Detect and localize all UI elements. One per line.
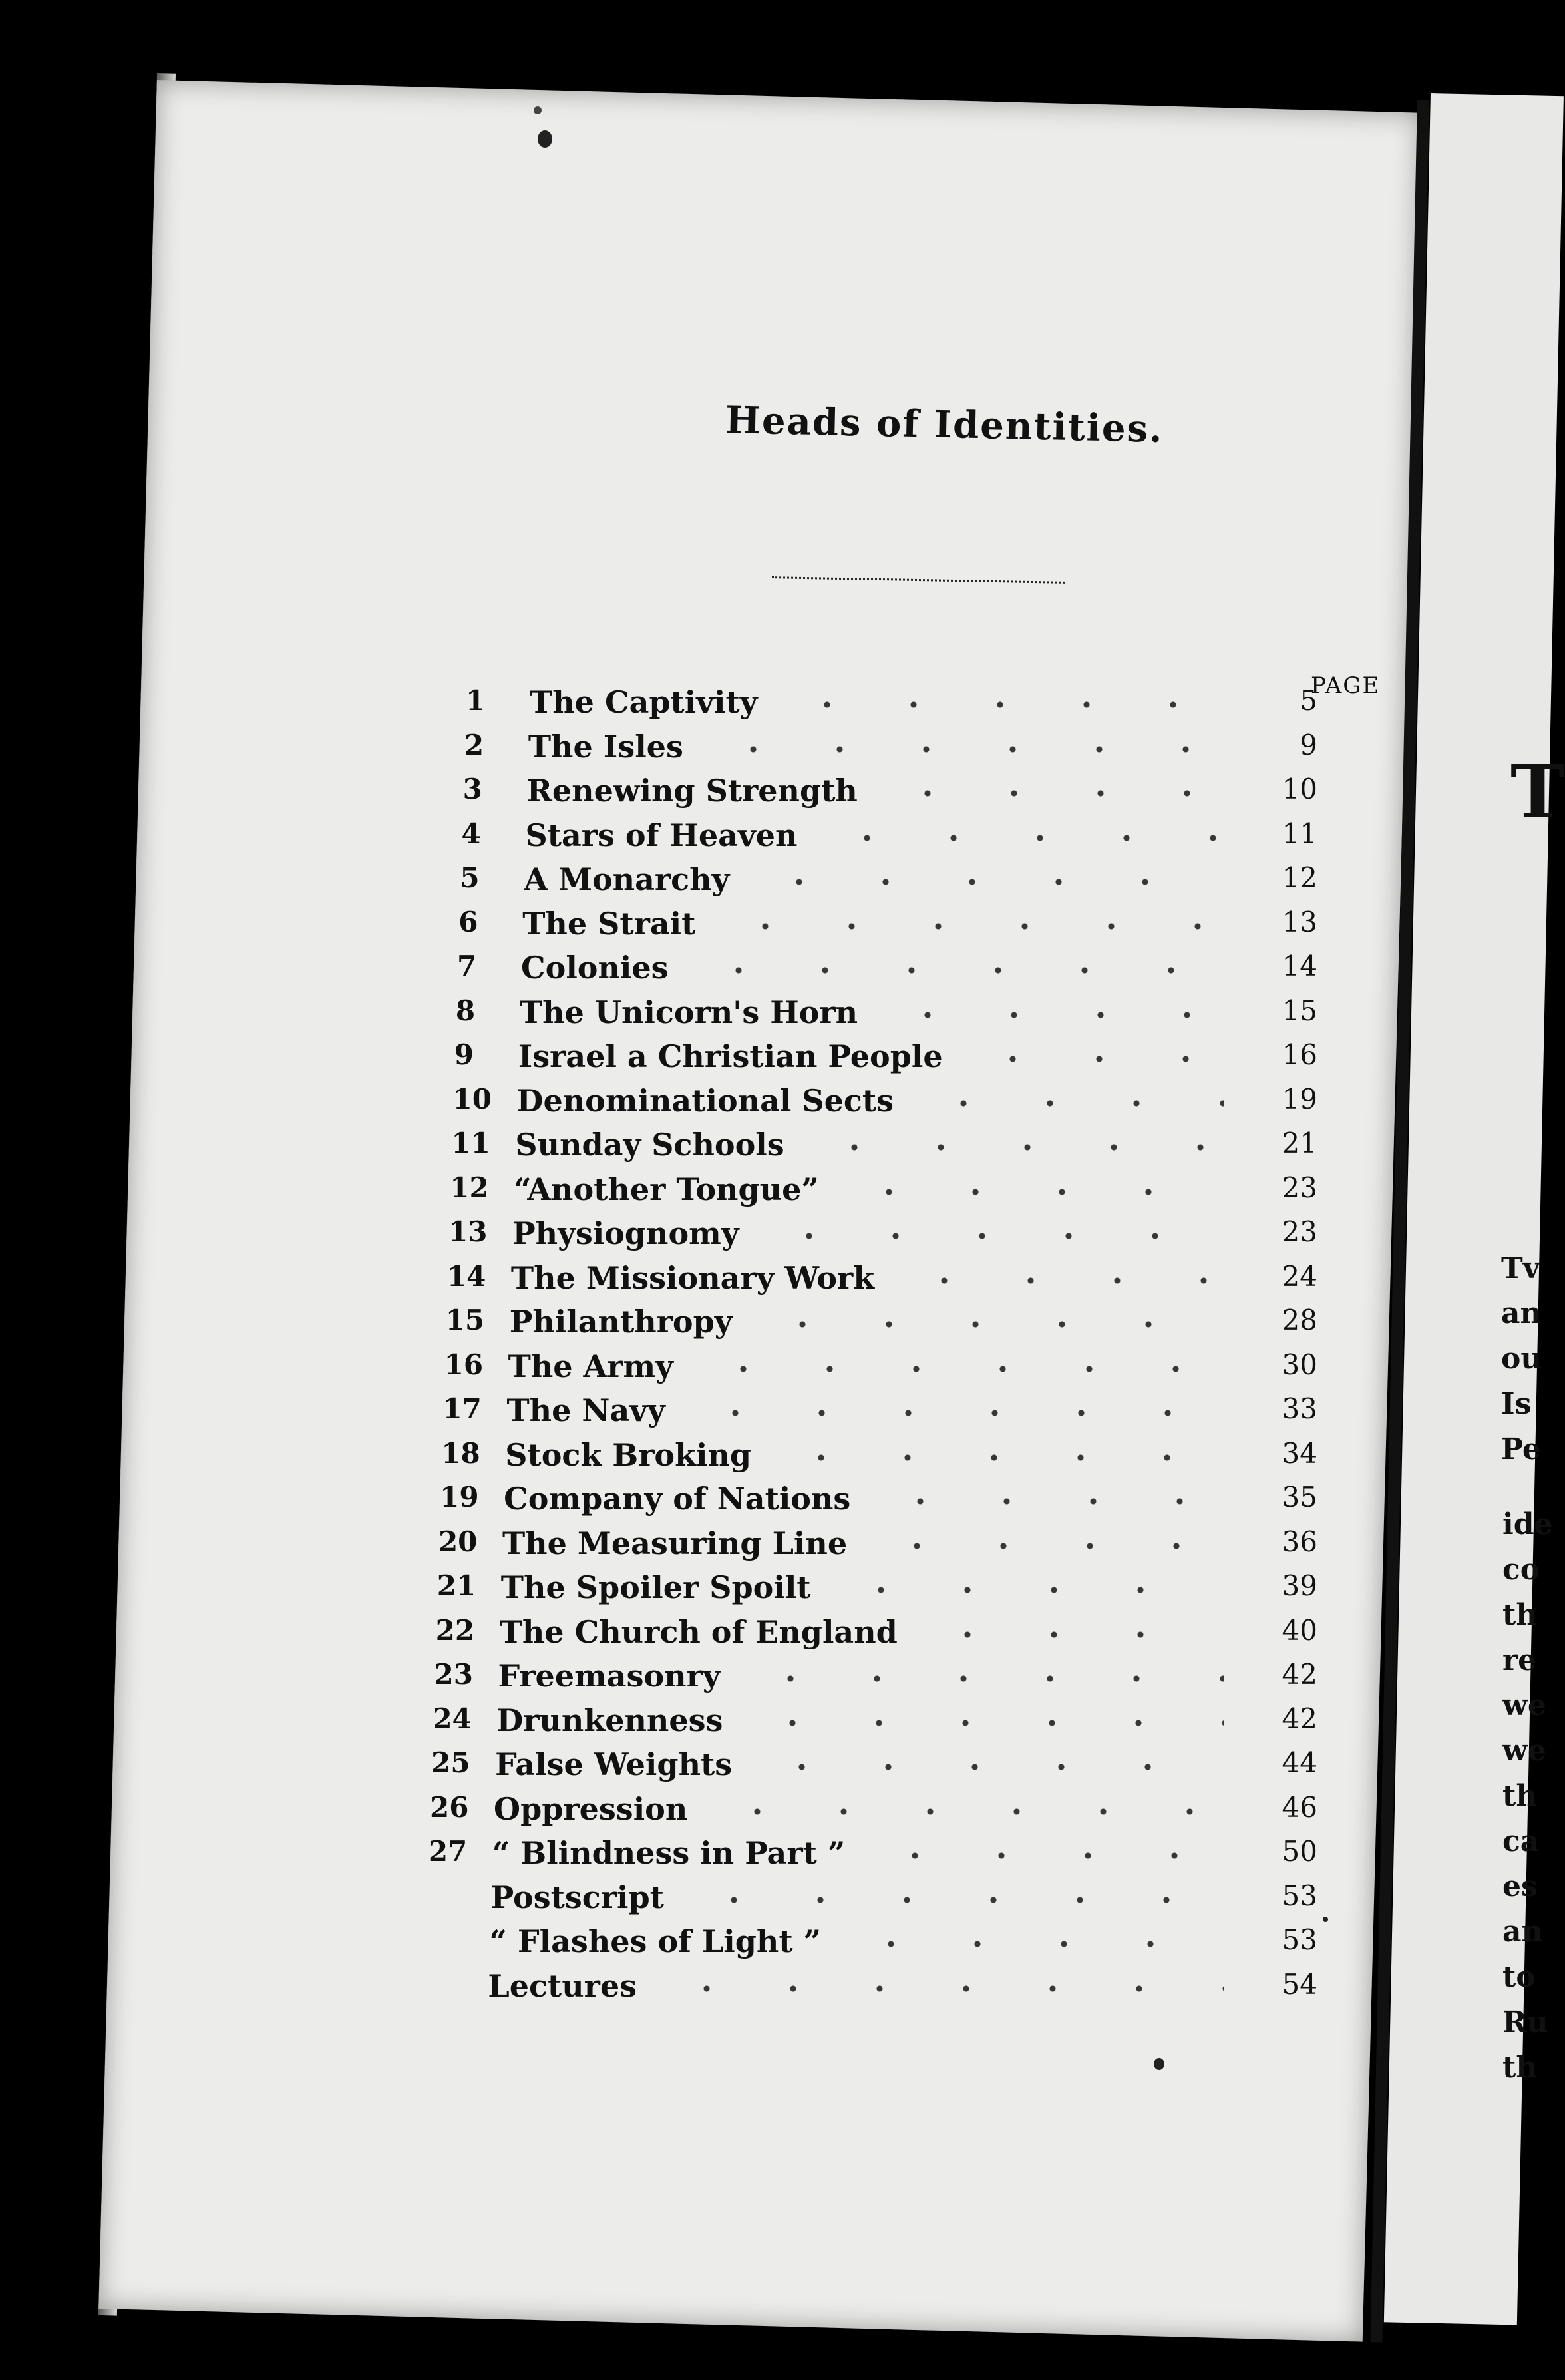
- toc-entry-number: 24: [433, 1702, 472, 1735]
- toc-leader-dots: [714, 1807, 1224, 1816]
- toc-entry: [442, 1392, 1364, 1432]
- toc-entry-number: 6: [458, 905, 478, 938]
- toc-entry-number: 19: [440, 1481, 479, 1513]
- toc-entry-title: “Another Tongue”: [514, 1171, 819, 1207]
- toc-entry: [440, 1481, 1364, 1521]
- toc-entry-number: 12: [450, 1171, 489, 1204]
- toc-entry-number: 10: [452, 1082, 492, 1115]
- toc-entry-title: “ Flashes of Light ”: [489, 1923, 822, 1959]
- toc-entry-page: 39: [1282, 1569, 1317, 1602]
- toc-entry-number: 26: [430, 1790, 469, 1824]
- toc-entry-page: 19: [1282, 1082, 1317, 1115]
- toc-entry-page: 34: [1282, 1436, 1317, 1470]
- toc-leader-dots: [710, 745, 1224, 754]
- toc-entry-title: Oppression: [494, 1790, 688, 1827]
- toc-entry: [456, 994, 1364, 1034]
- facing-page-line-fragment: ou: [1501, 1342, 1542, 1376]
- toc-leader-dots: [846, 1187, 1224, 1197]
- toc-leader-dots: [884, 789, 1224, 798]
- toc-entry-title: The Captivity: [530, 684, 758, 720]
- facing-page-drop-initial: T: [1510, 749, 1565, 835]
- toc-entry-number: 25: [431, 1746, 470, 1779]
- toc-entry-title: The Measuring Line: [502, 1525, 848, 1561]
- ink-spot: [538, 130, 552, 148]
- toc-entry-title: The Isles: [528, 728, 683, 765]
- toc-entry-title: Lectures: [488, 1967, 637, 2004]
- toc-entry-title: False Weights: [495, 1746, 733, 1782]
- toc-entry: [463, 773, 1364, 813]
- toc-entry-page: 53: [1282, 1879, 1317, 1912]
- toc-entry: [424, 1968, 1364, 2008]
- toc-entry-page: 54: [1282, 1967, 1317, 2001]
- facing-page-line-fragment: to: [1502, 1960, 1536, 1994]
- toc-entry-number: 22: [435, 1613, 475, 1647]
- toc-entry-page: 42: [1282, 1658, 1317, 1690]
- toc-entry-title: Company of Nations: [504, 1481, 851, 1517]
- toc-entry: [453, 1083, 1364, 1123]
- toc-entry-title: Physiognomy: [512, 1215, 739, 1251]
- toc-entry-title: Postscript: [490, 1879, 664, 1915]
- facing-page-line-fragment: co: [1502, 1553, 1540, 1587]
- toc-entry-number: 5: [460, 861, 480, 894]
- facing-page-line-fragment: Ru: [1502, 2005, 1548, 2039]
- toc-leader-dots: [969, 1054, 1224, 1064]
- toc-leader-dots: [784, 700, 1224, 709]
- toc-leader-dots: [872, 1851, 1224, 1860]
- toc-entry-page: 33: [1282, 1392, 1317, 1425]
- toc-entry-page: 28: [1282, 1304, 1317, 1336]
- toc-entry-page: 50: [1282, 1835, 1317, 1868]
- toc-entry-page: 24: [1282, 1259, 1317, 1292]
- toc-entry: [437, 1569, 1364, 1609]
- toc-entry-page: 12: [1282, 861, 1317, 894]
- toc-leader-dots: [695, 966, 1224, 975]
- toc-entry-page: 44: [1282, 1746, 1317, 1779]
- ink-spot: [534, 106, 542, 114]
- facing-page-line-fragment: ide: [1502, 1507, 1553, 1541]
- toc-leader-dots: [848, 1939, 1224, 1949]
- toc-leader-dots: [663, 1984, 1224, 1993]
- toc-leader-dots: [824, 833, 1224, 843]
- facing-page-line-fragment: ca: [1502, 1824, 1540, 1858]
- toc-leader-dots: [691, 1895, 1224, 1905]
- toc-entry-title: Renewing Strength: [526, 773, 858, 809]
- toc-entry-title: Freemasonry: [498, 1658, 721, 1694]
- facing-page-line-fragment: es: [1502, 1870, 1538, 1903]
- toc-entry: [431, 1746, 1364, 1786]
- toc-entry: [427, 1880, 1364, 1919]
- toc-entry-number: 13: [448, 1215, 488, 1248]
- toc-entry: [447, 1260, 1364, 1300]
- toc-entry-title: Sunday Schools: [515, 1127, 784, 1163]
- facing-page-line-fragment: th: [1502, 2051, 1538, 2084]
- toc-entry: [458, 906, 1364, 946]
- toc-entry-title: The Spoiler Spoilt: [500, 1569, 811, 1605]
- toc-leader-dots: [920, 1099, 1224, 1108]
- toc-entry-title: A Monarchy: [524, 861, 730, 897]
- toc-leader-dots: [924, 1630, 1224, 1639]
- facing-page-line-fragment: an: [1502, 1915, 1543, 1949]
- page-column-label: PAGE: [1311, 672, 1381, 699]
- toc-entry-page: 13: [1282, 905, 1317, 938]
- toc-entry-number: 9: [454, 1038, 474, 1071]
- facing-page-line-fragment: Is: [1501, 1387, 1532, 1421]
- toc-entry-title: Israel a Christian People: [518, 1038, 943, 1074]
- toc-entry-title: Denominational Sects: [516, 1082, 894, 1119]
- toc-entry-title: The Church of England: [499, 1613, 898, 1650]
- toc-entry-number: 8: [455, 994, 476, 1027]
- toc-entry-page: 23: [1282, 1171, 1317, 1204]
- toc-leader-dots: [874, 1541, 1224, 1551]
- toc-entry: [446, 1304, 1364, 1344]
- toc-entry-title: The Missionary Work: [510, 1259, 875, 1296]
- toc-entry: [430, 1791, 1364, 1831]
- toc-entry-number: 15: [445, 1304, 485, 1336]
- toc-entry-number: 27: [428, 1835, 468, 1868]
- toc-entry-title: Stock Broking: [505, 1436, 752, 1473]
- toc-leader-dots: [747, 1674, 1224, 1683]
- toc-entry-number: 23: [434, 1658, 473, 1690]
- toc-entry: [448, 1215, 1364, 1255]
- toc-entry-title: Philanthropy: [509, 1304, 733, 1340]
- toc-entry-page: 30: [1282, 1348, 1317, 1381]
- toc-entry-title: Drunkenness: [496, 1702, 723, 1738]
- toc-entry-title: Stars of Heaven: [525, 817, 798, 853]
- toc-entry-page: 16: [1282, 1038, 1317, 1071]
- toc-entry: [450, 1171, 1364, 1211]
- toc-leader-dots: [749, 1718, 1224, 1728]
- page-title: Heads of Identities.: [725, 398, 1164, 451]
- toc-entry-page: 53: [1282, 1923, 1317, 1956]
- toc-entry: [426, 1923, 1364, 1963]
- toc-entry-number: 21: [436, 1569, 476, 1602]
- facing-page-line-fragment: th: [1502, 1779, 1538, 1813]
- toc-leader-dots: [766, 1231, 1224, 1241]
- toc-leader-dots: [901, 1276, 1224, 1285]
- toc-entry-page: 42: [1282, 1702, 1317, 1735]
- toc-entry-page: 14: [1282, 950, 1317, 982]
- toc-entry: [460, 861, 1364, 901]
- toc-entry-page: 23: [1282, 1215, 1317, 1248]
- toc-entry-title: “ Blindness in Part ”: [492, 1835, 846, 1871]
- toc-entry: [454, 1038, 1364, 1078]
- toc-entry: [438, 1525, 1364, 1565]
- facing-page-line-fragment: we: [1502, 1734, 1546, 1768]
- toc-entry: [444, 1348, 1364, 1388]
- toc-entry-number: 16: [444, 1348, 484, 1381]
- toc-entry-page: 36: [1282, 1525, 1317, 1558]
- toc-entry: [436, 1614, 1364, 1654]
- toc-entry-title: The Navy: [506, 1392, 665, 1428]
- facing-page-line-fragment: an: [1501, 1296, 1542, 1330]
- toc-entry: [441, 1437, 1364, 1477]
- toc-entry-number: 1: [466, 684, 486, 717]
- toc-leader-dots: [692, 1408, 1224, 1418]
- toc-entry-page: 46: [1282, 1790, 1317, 1824]
- toc-leader-dots: [838, 1585, 1224, 1595]
- toc-leader-dots: [877, 1497, 1224, 1506]
- toc-entry-title: The Unicorn's Horn: [519, 994, 858, 1030]
- toc-leader-dots: [778, 1453, 1224, 1462]
- toc-entry-title: The Army: [508, 1348, 673, 1384]
- facing-page-line-fragment: th: [1502, 1598, 1538, 1632]
- facing-page-line-fragment: Pe: [1501, 1432, 1541, 1466]
- toc-entry-page: 15: [1282, 994, 1317, 1027]
- toc-leader-dots: [759, 1762, 1224, 1772]
- toc-leader-dots: [756, 877, 1224, 887]
- toc-entry-page: 40: [1282, 1613, 1317, 1647]
- toc-leader-dots: [811, 1143, 1224, 1152]
- toc-leader-dots: [722, 922, 1224, 931]
- toc-entry-number: 20: [438, 1525, 478, 1558]
- toc-entry-number: 7: [457, 950, 477, 982]
- toc-entry-page: 5: [1300, 684, 1317, 717]
- toc-entry: [464, 729, 1364, 769]
- facing-page-line-fragment: re: [1502, 1643, 1537, 1677]
- facing-page-line-fragment: we: [1502, 1688, 1546, 1722]
- toc-leader-dots: [884, 1010, 1224, 1020]
- toc-entry-number: 2: [464, 728, 484, 761]
- toc-entry: [429, 1835, 1364, 1875]
- toc-entry-number: 11: [451, 1127, 490, 1159]
- toc-entry-number: 18: [441, 1436, 480, 1470]
- toc-entry: [457, 950, 1364, 990]
- toc-entry: [462, 817, 1364, 857]
- ink-spot: [1154, 2058, 1164, 2070]
- toc-entry-page: 11: [1282, 817, 1317, 850]
- toc-entry-page: 35: [1282, 1481, 1317, 1513]
- toc-entry-title: Colonies: [521, 950, 669, 986]
- toc-leader-dots: [759, 1320, 1224, 1329]
- toc-entry: [434, 1658, 1364, 1698]
- toc-entry-page: 21: [1282, 1127, 1317, 1159]
- toc-entry-number: 17: [442, 1392, 482, 1425]
- toc-entry-page: 10: [1282, 773, 1317, 805]
- toc-entry-title: The Strait: [522, 905, 696, 942]
- toc-entry: [466, 684, 1364, 724]
- toc-entry: [433, 1702, 1364, 1742]
- toc-entry-number: 14: [446, 1259, 486, 1292]
- facing-page-line-fragment: Tv: [1501, 1251, 1540, 1285]
- toc-entry-page: 9: [1300, 728, 1317, 761]
- toc-leader-dots: [700, 1364, 1224, 1374]
- toc-entry: [451, 1127, 1364, 1167]
- toc-entry-number: 4: [461, 817, 481, 850]
- toc-entry-number: 3: [462, 773, 482, 805]
